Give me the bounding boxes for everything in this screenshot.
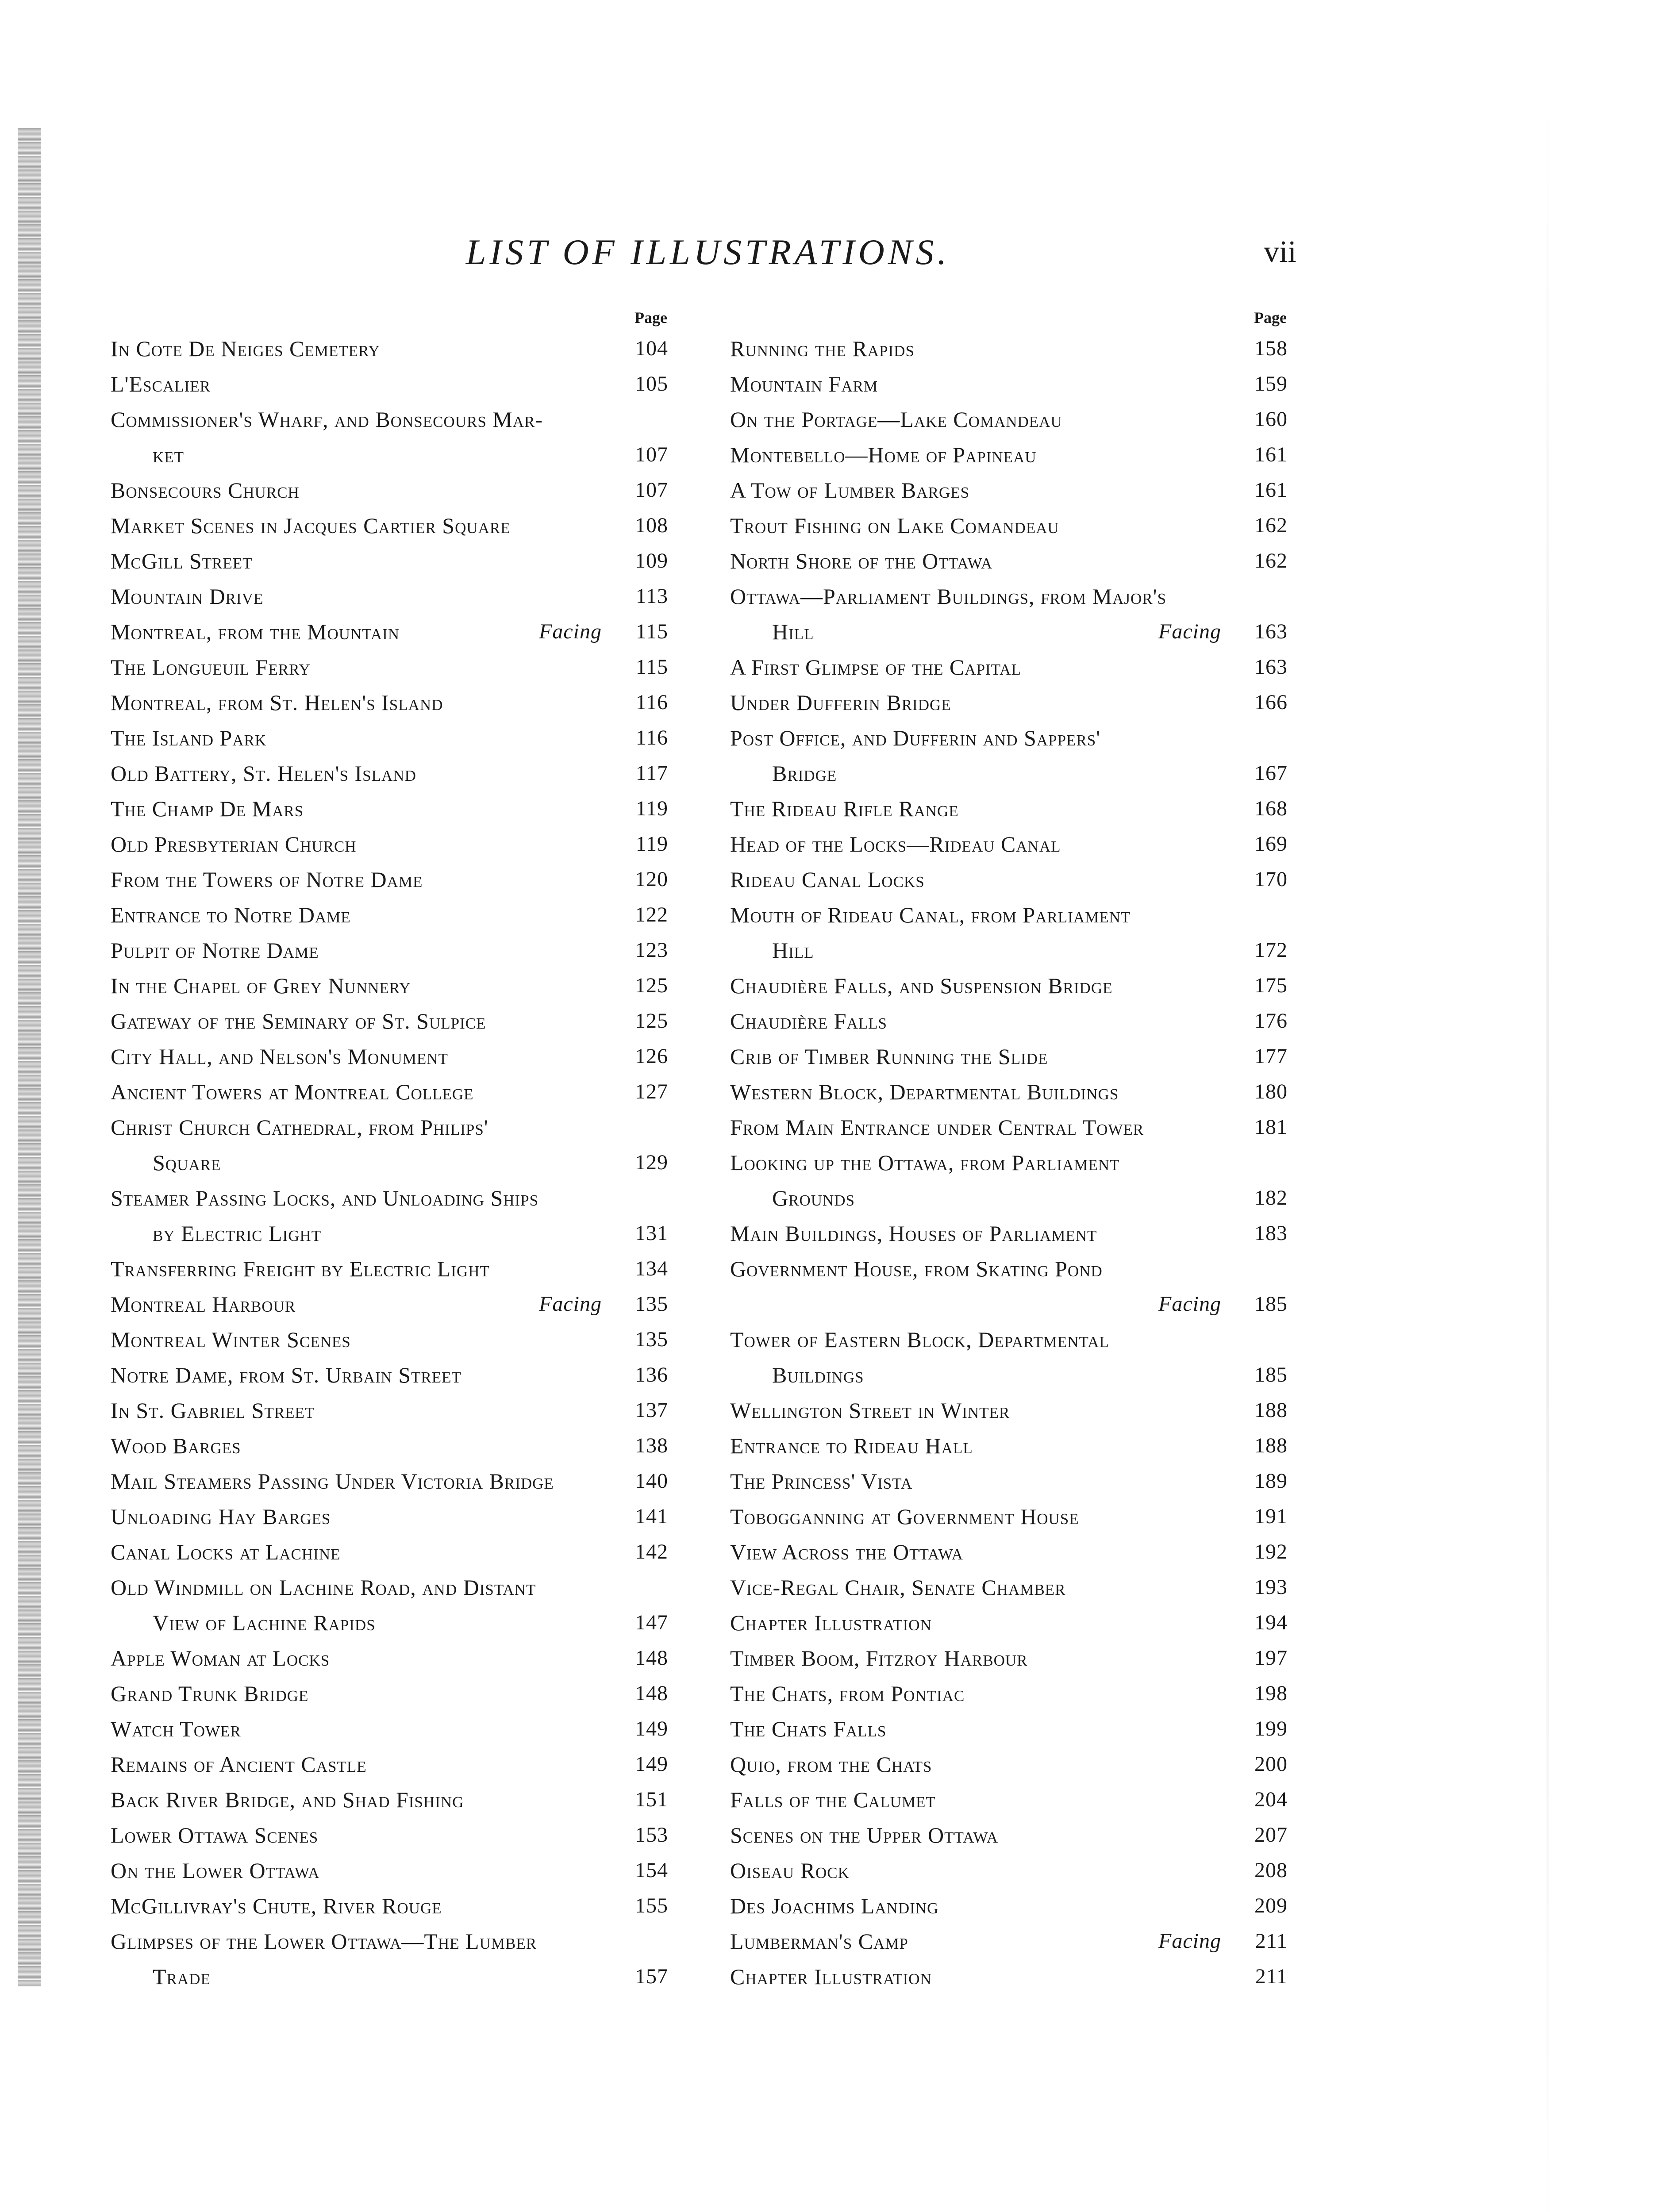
page-reference: 131 [635,1221,668,1245]
page-reference: 191 [1254,1505,1288,1528]
illustration-entry [111,331,668,366]
page-reference: 153 [635,1823,668,1847]
illustration-title: Government House, from Skating Pond [730,1256,1103,1281]
page-reference: 141 [635,1505,668,1528]
illustration-title: City Hall, and Nelson's Monument [111,1044,448,1069]
illustration-title: Des Joachims Landing [730,1893,939,1918]
illustration-entry [111,366,668,402]
page-reference: 162 [1254,549,1288,572]
illustration-title: The Chats Falls [730,1717,887,1741]
illustration-title: Lumberman's Camp [730,1929,908,1954]
illustration-entry [111,826,668,862]
illustration-entry [730,1003,1288,1039]
illustration-title: Quio, from the Chats [730,1752,932,1777]
illustration-title: Trout Fishing on Lake Comandeau [730,513,1059,538]
page-column-heading: Page [1254,309,1287,326]
illustration-entry [730,1216,1288,1251]
illustration-entry [730,1428,1288,1463]
illustration-entry [111,1711,668,1747]
page-reference: 149 [635,1752,668,1776]
page-reference: 108 [635,514,668,537]
illustration-entry [730,1039,1288,1074]
page-reference: 116 [635,726,668,749]
illustration-entry [111,1145,668,1180]
illustration-title: Chapter Illustration [730,1964,932,1989]
illustration-title: From Main Entrance under Central Tower [730,1115,1144,1140]
illustration-entry [730,1747,1288,1782]
illustration-title: Commissioner's Wharf, and Bonsecours Mar- [111,407,543,432]
illustration-title: Steamer Passing Locks, and Unloading Ships [111,1186,539,1210]
page-reference: 157 [635,1965,668,1988]
page-reference: 197 [1254,1646,1288,1670]
illustration-entry [111,508,668,543]
page-reference: 185 [1254,1363,1288,1386]
illustration-entry [111,437,668,472]
page-reference: 160 [1254,407,1288,431]
illustration-entry [111,1251,668,1286]
illustration-title: Glimpses of the Lower Ottawa—The Lumber [111,1929,537,1954]
illustration-title: A First Glimpse of the Capital [730,655,1021,680]
illustration-title: Head of the Locks—Rideau Canal [730,832,1061,856]
illustration-title: Looking up the Ottawa, from Parliament [730,1150,1120,1175]
illustration-title: Tobogganning at Government House [730,1504,1079,1529]
illustration-title: Old Battery, St. Helen's Island [111,761,416,786]
illustration-title: Old Windmill on Lachine Road, and Distant [111,1575,536,1600]
illustration-title: Transferring Freight by Electric Light [111,1256,490,1281]
page-reference: 115 [635,655,668,679]
page-reference: 116 [635,691,668,714]
illustration-title: Tower of Eastern Block, Departmental [730,1327,1109,1352]
illustration-entry [111,1888,668,1924]
page-reference: 208 [1254,1859,1288,1882]
illustration-entry [730,1251,1288,1286]
illustration-entry [730,1853,1288,1888]
page-reference: 177 [1254,1045,1288,1068]
illustration-entry [111,1286,668,1322]
illustration-entry [730,1286,1288,1322]
illustration-entry [730,933,1288,968]
illustration-entry [111,472,668,508]
illustration-title: Oiseau Rock [730,1858,850,1883]
page-reference: 175 [1254,974,1288,997]
illustration-entry [730,968,1288,1003]
illustration-entry [111,1216,668,1251]
page-reference: 154 [635,1859,668,1882]
illustration-title: Ancient Towers at Montreal College [111,1079,474,1104]
page-reference: 199 [1254,1717,1288,1740]
illustration-entry [111,1003,668,1039]
illustration-title: Apple Woman at Locks [111,1646,330,1671]
illustration-title: Mouth of Rideau Canal, from Parliament [730,902,1131,927]
illustration-title: The Island Park [111,726,267,750]
illustration-entry [111,1039,668,1074]
page-reference: 168 [1254,797,1288,820]
illustration-title: Remains of Ancient Castle [111,1752,367,1777]
page-reference: 148 [635,1646,668,1670]
illustration-entry [730,1605,1288,1640]
illustration-title: On the Lower Ottawa [111,1858,320,1883]
illustration-list-left-column [111,304,668,1994]
page-reference: 149 [635,1717,668,1740]
illustration-entry [111,720,668,756]
page-reference: 140 [635,1469,668,1493]
page-reference: 185 [1254,1292,1288,1316]
illustration-title: Square [153,1150,221,1175]
page-reference: 162 [1254,514,1288,537]
page-reference: 170 [1254,868,1288,891]
illustration-entry [730,1322,1288,1357]
illustration-title: Running the Rapids [730,336,915,361]
illustration-title: Main Buildings, Houses of Parliament [730,1221,1097,1246]
illustration-title: Canal Locks at Lachine [111,1540,341,1564]
illustration-title: Chaudière Falls [730,1009,888,1033]
illustration-title: From the Towers of Notre Dame [111,867,423,892]
page-column-heading: Page [635,309,667,326]
page-reference: 207 [1254,1823,1288,1847]
illustration-title: Mail Steamers Passing Under Victoria Bridge [111,1469,554,1494]
illustration-entry [730,1145,1288,1180]
illustration-entry [730,897,1288,933]
illustration-title: Christ Church Cathedral, from Philips' [111,1115,488,1140]
illustration-entry [111,685,668,720]
illustration-entry [111,1605,668,1640]
illustration-entry [730,1499,1288,1534]
page-reference: 180 [1254,1080,1288,1103]
illustration-title: Bonsecours Church [111,478,300,503]
illustration-title: In Cote De Neiges Cemetery [111,336,380,361]
page-reference: 161 [1254,478,1288,502]
page-reference: 122 [635,903,668,926]
illustration-entry [111,1534,668,1570]
page-reference: 198 [1254,1682,1288,1705]
page-reference: 119 [635,832,668,856]
illustration-title: Rideau Canal Locks [730,867,925,892]
illustration-entry [730,1110,1288,1145]
illustration-entry [730,437,1288,472]
illustration-entry [730,1393,1288,1428]
page-reference: 136 [635,1363,668,1386]
illustration-title: Trade [153,1964,211,1989]
illustration-title: Montreal, from St. Helen's Island [111,690,443,715]
illustration-title: The Longueuil Ferry [111,655,311,680]
illustration-title: Pulpit of Notre Dame [111,938,319,963]
illustration-entry [111,1959,668,1994]
facing-note: Facing [539,620,602,643]
page-reference: 182 [1254,1186,1288,1210]
page-reference: 115 [635,620,668,643]
illustration-entry [111,1782,668,1817]
page-reference: 211 [1255,1929,1288,1953]
illustration-title: The Champ De Mars [111,796,304,821]
illustration-title: Market Scenes in Jacques Cartier Square [111,513,511,538]
illustration-title: Mountain Drive [111,584,264,609]
page-reference: 117 [635,761,668,785]
page-reference: 189 [1254,1469,1288,1493]
illustration-entry [730,579,1288,614]
page-reference: 172 [1254,938,1288,962]
illustration-entry [730,614,1288,649]
scan-binding-edge [18,128,41,1986]
illustration-title: View Across the Ottawa [730,1540,963,1564]
illustration-title: Gateway of the Seminary of St. Sulpice [111,1009,486,1033]
illustration-title: Entrance to Rideau Hall [730,1433,973,1458]
illustration-list-right-column [730,304,1288,1994]
illustration-entry [730,1676,1288,1711]
page-reference: 109 [635,549,668,572]
page-reference: 166 [1254,691,1288,714]
illustration-title: Wellington Street in Winter [730,1398,1010,1423]
illustration-title: Chapter Illustration [730,1610,932,1635]
illustration-entry [730,402,1288,437]
page-reference: 169 [1254,832,1288,856]
illustration-entry [730,366,1288,402]
illustration-entry [730,1640,1288,1676]
illustration-entry [730,1959,1288,1994]
illustration-entry [111,402,668,437]
page-reference: 167 [1254,761,1288,785]
illustration-entry [730,1888,1288,1924]
page-reference: 135 [635,1328,668,1351]
illustration-title: The Chats, from Pontiac [730,1681,965,1706]
illustration-entry [730,1074,1288,1110]
page-reference: 200 [1254,1752,1288,1776]
page-reference: 155 [635,1894,668,1917]
illustration-entry [111,1924,668,1959]
illustration-title: In the Chapel of Grey Nunnery [111,973,411,998]
facing-note: Facing [1158,620,1221,643]
page-reference: 147 [635,1611,668,1634]
page-reference: 151 [635,1788,668,1811]
illustration-entry [111,1676,668,1711]
page-reference: 134 [635,1257,668,1280]
page-reference: 161 [1254,443,1288,466]
page-number: vii [1264,235,1296,269]
illustration-entry [730,756,1288,791]
illustration-title: The Rideau Rifle Range [730,796,959,821]
page-reference: 125 [635,1009,668,1033]
page-reference: 127 [635,1080,668,1103]
illustration-title: Notre Dame, from St. Urbain Street [111,1363,461,1387]
page-reference: 183 [1254,1221,1288,1245]
illustration-title: Scenes on the Upper Ottawa [730,1823,998,1847]
page-reference: 193 [1254,1575,1288,1599]
illustration-title: Back River Bridge, and Shad Fishing [111,1787,464,1812]
illustration-title: McGillivray's Chute, River Rouge [111,1893,442,1918]
page-reference: 188 [1254,1398,1288,1422]
illustration-entry [111,1180,668,1216]
illustration-title: L'Escalier [111,372,211,396]
illustration-entry [111,579,668,614]
page-reference: 129 [635,1151,668,1174]
page-reference: 105 [635,372,668,396]
illustration-entry [730,1357,1288,1393]
illustration-title: Post Office, and Dufferin and Sappers' [730,726,1101,750]
page-reference: 126 [635,1045,668,1068]
facing-note: Facing [1158,1292,1221,1316]
page-reference: 138 [635,1434,668,1457]
page-reference: 209 [1254,1894,1288,1917]
illustration-title: McGill Street [111,549,253,573]
illustration-entry [730,791,1288,826]
illustration-entry [730,472,1288,508]
illustration-entry [730,1817,1288,1853]
page-reference: 163 [1254,620,1288,643]
illustration-entry [111,1853,668,1888]
illustration-title: Vice-Regal Chair, Senate Chamber [730,1575,1066,1600]
illustration-title: by Electric Light [153,1221,322,1246]
illustration-title: View of Lachine Rapids [153,1610,376,1635]
illustration-entry [111,1428,668,1463]
page-reference: 135 [635,1292,668,1316]
illustration-title: North Shore of the Ottawa [730,549,993,573]
illustration-title: Falls of the Calumet [730,1787,936,1812]
illustration-title: Hill [772,619,814,644]
illustration-title: Mountain Farm [730,372,878,396]
illustration-title: ket [153,442,185,467]
page-reference: 137 [635,1398,668,1422]
illustration-title: Old Presbyterian Church [111,832,357,856]
illustration-entry [111,1570,668,1605]
illustration-title: Buildings [772,1363,864,1387]
illustration-title: Bridge [772,761,837,786]
illustration-title: Timber Boom, Fitzroy Harbour [730,1646,1028,1671]
page-reference: 163 [1254,655,1288,679]
illustration-entry [730,826,1288,862]
page-reference: 211 [1255,1965,1288,1988]
illustration-entry [111,1110,668,1145]
illustration-title: Under Dufferin Bridge [730,690,951,715]
illustration-entry [111,1817,668,1853]
facing-note: Facing [1158,1929,1221,1953]
illustration-entry [730,720,1288,756]
illustration-entry [730,1180,1288,1216]
page-title: LIST OF ILLUSTRATIONS. [465,232,950,272]
illustration-entry [730,1534,1288,1570]
illustration-entry [111,862,668,897]
illustration-title: Crib of Timber Running the Slide [730,1044,1048,1069]
illustration-title: Montreal, from the Mountain [111,619,400,644]
illustration-entry [111,968,668,1003]
illustration-entry [730,1782,1288,1817]
illustration-title: Unloading Hay Barges [111,1504,331,1529]
page-reference: 142 [635,1540,668,1563]
illustration-entry [111,1393,668,1428]
page-reference: 176 [1254,1009,1288,1033]
page-reference: 123 [635,938,668,962]
page-reference: 159 [1254,372,1288,396]
page-reference: 192 [1254,1540,1288,1563]
illustration-title: Western Block, Departmental Buildings [730,1079,1119,1104]
illustration-entry [730,1463,1288,1499]
illustration-title: Ottawa—Parliament Buildings, from Major's [730,584,1167,609]
page-edge-shadow [1546,88,1549,2212]
illustration-title: Grand Trunk Bridge [111,1681,309,1706]
illustration-entry [730,543,1288,579]
illustration-entry [111,1463,668,1499]
facing-note: Facing [539,1292,602,1316]
illustration-title: A Tow of Lumber Barges [730,478,970,503]
page-reference: 104 [635,337,668,360]
illustration-title: Entrance to Notre Dame [111,902,351,927]
illustration-entry [111,649,668,685]
page-reference: 204 [1254,1788,1288,1811]
illustration-entry [111,897,668,933]
page-reference: 119 [635,797,668,820]
page-reference: 148 [635,1682,668,1705]
page-reference: 107 [635,443,668,466]
illustration-entry [111,1640,668,1676]
page-reference: 113 [635,584,668,608]
page-reference: 120 [635,868,668,891]
illustration-entry [730,1711,1288,1747]
illustration-entry [730,685,1288,720]
illustration-title: Montebello—Home of Papineau [730,442,1037,467]
page-reference: 107 [635,478,668,502]
illustration-title: Grounds [772,1186,855,1210]
illustration-entry [111,791,668,826]
illustration-title: In St. Gabriel Street [111,1398,315,1423]
page-reference: 181 [1254,1115,1288,1139]
page-reference: 188 [1254,1434,1288,1457]
illustration-entry [111,933,668,968]
illustration-entry [730,1570,1288,1605]
illustration-entry [730,331,1288,366]
illustration-title: Watch Tower [111,1717,241,1741]
illustration-title: Hill [772,938,814,963]
illustration-entry [111,1357,668,1393]
illustration-entry [111,543,668,579]
illustration-entry [730,649,1288,685]
illustration-title: The Princess' Vista [730,1469,913,1494]
page-reference: 194 [1254,1611,1288,1634]
illustration-title: Wood Barges [111,1433,241,1458]
page-reference: 125 [635,974,668,997]
illustration-entry [730,1924,1288,1959]
illustration-entry [730,862,1288,897]
illustration-title: Chaudière Falls, and Suspension Bridge [730,973,1113,998]
illustration-title: Lower Ottawa Scenes [111,1823,319,1847]
illustration-entry [111,1747,668,1782]
illustration-entry [111,614,668,649]
illustration-entry [111,1499,668,1534]
page-reference: 158 [1254,337,1288,360]
illustration-entry [730,508,1288,543]
illustration-entry [111,1074,668,1110]
illustration-entry [111,756,668,791]
illustration-title: On the Portage—Lake Comandeau [730,407,1062,432]
illustration-entry [111,1322,668,1357]
illustration-title: Montreal Winter Scenes [111,1327,351,1352]
illustration-title: Montreal Harbour [111,1292,296,1317]
